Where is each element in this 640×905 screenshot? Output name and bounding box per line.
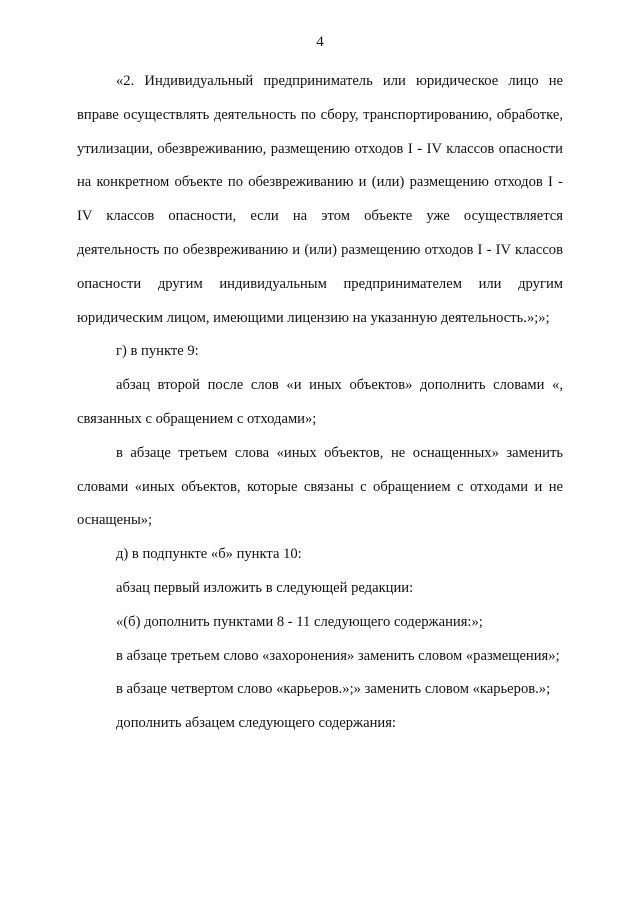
paragraph-amend-second: абзац второй после слов «и иных объектов» дополнить словами «, связанных с обращением с отходами»;: [77, 377, 563, 427]
paragraph-add-clause: дополнить абзацем следующего содержания:: [116, 715, 396, 732]
page-number: 4: [316, 34, 324, 50]
paragraph-item-2: «2. Индивидуальный предприниматель или юридическое лицо не вправе осуществлять деятельность по сбору, транспортированию, обработке, утилизации, обезвреживанию, размещению отходов I - IV классов опасности на конкретном объекте по обезвреживанию и (или) размещению отходов I - IV классов опасности, если на этом объекте уже осуществляется деятельность по обезвреживанию и (или) размещению отходов I - IV классов опасности другим индивидуальным предпринимателем или другим юридическим лицом, имеющими лицензию на указанную деятельность.»;»;: [77, 73, 563, 326]
paragraph-subitem-g: г) в пункте 9:: [116, 343, 199, 360]
paragraph-replace-burial: в абзаце третьем слово «захоронения» заменить словом «размещения»;: [116, 647, 560, 664]
paragraph-quote-b: «(б) дополнить пунктами 8 - 11 следующего содержания:»;: [116, 613, 483, 630]
paragraph-subitem-d: д) в подпункте «б» пункта 10:: [116, 546, 302, 563]
paragraph-replace-quarries: в абзаце четвертом слово «карьеров.»;» заменить словом «карьеров.»;: [116, 681, 551, 698]
document-body: [77, 65, 563, 741]
paragraph-amend-first: абзац первый изложить в следующей редакции:: [116, 579, 414, 596]
paragraph-amend-third: в абзаце третьем слова «иных объектов, не оснащенных» заменить словами «иных объектов, которые связаны с обращением с отходами и не оснащены»;: [77, 444, 563, 529]
